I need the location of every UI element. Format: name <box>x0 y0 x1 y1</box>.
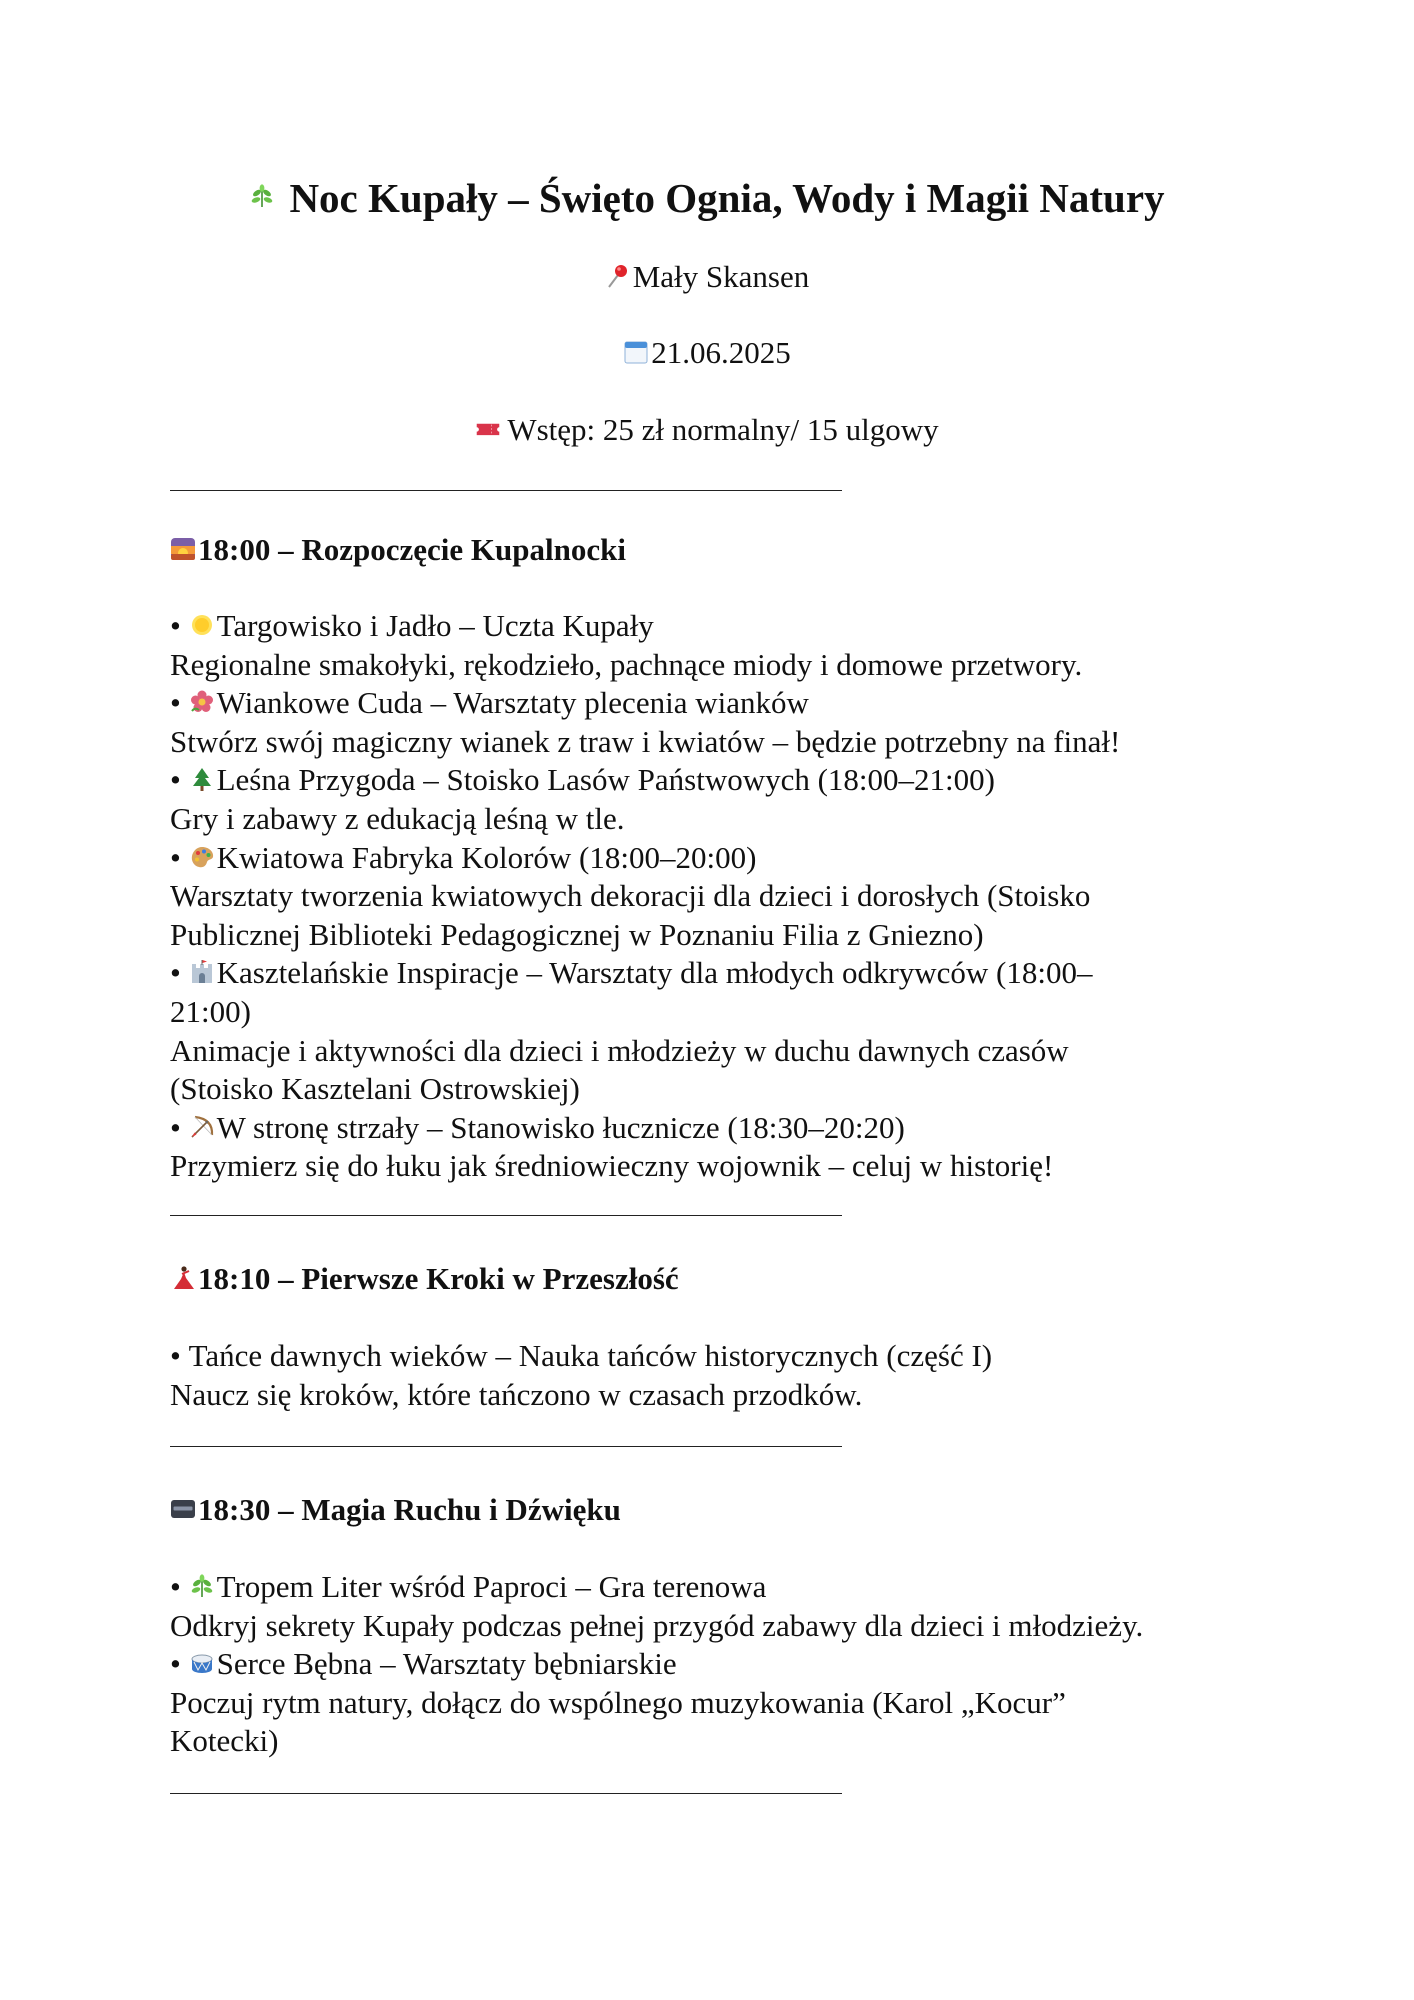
bow-and-arrow-icon <box>189 1114 215 1140</box>
abc-letters-icon <box>170 1496 196 1522</box>
divider <box>170 1215 842 1216</box>
section-1830-items <box>170 1568 1250 1761</box>
page-title <box>0 172 1414 224</box>
item-description: Regionalne smakołyki, rękodzieło, pachnące miody i domowe przetwory. <box>170 646 1083 682</box>
list-item: • Kasztelańskie Inspiracje – Warsztaty dla młodych odkrywców (18:00– <box>170 955 1093 991</box>
list-item: • Tropem Liter wśród Paproci – Gra terenowa <box>170 1569 767 1604</box>
list-item: • Wiankowe Cuda – Warsztaty plecenia wianków <box>170 685 809 721</box>
sunset-icon <box>170 536 196 562</box>
ticket-icon <box>475 416 505 442</box>
date-text: 21.06.2025 <box>651 335 791 370</box>
section-heading-text: 18:30 – Magia Ruchu i Dźwięku <box>198 1492 621 1527</box>
item-description: Warsztaty tworzenia kwiatowych dekoracji dla dzieci i dorosłych (Stoisko <box>170 878 1091 914</box>
tree-icon <box>189 766 215 792</box>
item-description: Kotecki) <box>170 1723 279 1759</box>
round-pushpin-icon <box>605 263 631 289</box>
list-item: • Tańce dawnych wieków – Nauka tańców historycznych (część I) <box>170 1338 993 1373</box>
divider <box>170 1446 842 1447</box>
section-heading-text: 18:10 – Pierwsze Kroki w Przeszłość <box>198 1261 679 1296</box>
calendar-icon <box>623 339 649 365</box>
title-text: Noc Kupały – Święto Ognia, Wody i Magii Natury <box>289 175 1165 221</box>
palette-icon <box>189 844 215 870</box>
item-description: Przymierz się do łuku jak średniowieczny wojownik – celuj w historię! <box>170 1148 1054 1184</box>
section-heading-1800 <box>170 530 626 570</box>
list-item: • Leśna Przygoda – Stoisko Lasów Państwowych (18:00–21:00) <box>170 762 995 798</box>
section-heading-text: 18:00 – Rozpoczęcie Kupalnocki <box>198 532 626 567</box>
drum-icon <box>189 1650 215 1676</box>
castle-icon <box>189 959 215 985</box>
section-1800-items <box>170 607 1250 1186</box>
item-description: Odkryj sekrety Kupały podczas pełnej przygód zabawy dla dzieci i młodzieży. <box>170 1607 1144 1643</box>
list-item: • Kwiatowa Fabryka Kolorów (18:00–20:00) <box>170 839 757 875</box>
section-heading-1830 <box>170 1490 621 1530</box>
list-item: • W stronę strzały – Stanowisko łucznicze (18:30–20:20) <box>170 1109 905 1145</box>
section-heading-1810 <box>170 1259 679 1299</box>
item-description: Poczuj rytm natury, dołącz do wspólnego muzykowania (Karol „Kocur” <box>170 1684 1066 1720</box>
herb-icon <box>189 1573 215 1599</box>
sun-icon <box>189 612 215 638</box>
list-item: • Serce Bębna – Warsztaty bębniarskie <box>170 1646 677 1682</box>
herb-icon <box>249 183 281 215</box>
item-description: Animacje i aktywności dla dzieci i młodzieży w duchu dawnych czasów <box>170 1032 1069 1068</box>
list-item: • Targowisko i Jadło – Uczta Kupały <box>170 608 654 643</box>
event-entry-price <box>0 410 1414 450</box>
flower-icon <box>189 689 215 715</box>
item-description: Gry i zabawy z edukacją leśną w tle. <box>170 800 625 836</box>
event-date <box>0 333 1414 373</box>
location-text: Mały Skansen <box>632 259 810 294</box>
item-description: Publicznej Biblioteki Pedagogicznej w Poznaniu Filia z Gniezno) <box>170 916 984 952</box>
item-description: Stwórz swój magiczny wianek z traw i kwiatów – będzie potrzebny na finał! <box>170 723 1121 759</box>
divider <box>170 1793 842 1794</box>
entry-text: Wstęp: 25 zł normalny/ 15 ulgowy <box>507 412 939 447</box>
item-description: (Stoisko Kasztelani Ostrowskiej) <box>170 1071 580 1107</box>
section-1810-items <box>170 1337 1250 1414</box>
item-title-continuation: 21:00) <box>170 993 251 1029</box>
event-location <box>0 257 1414 297</box>
item-description: Naucz się kroków, które tańczono w czasach przodków. <box>170 1376 863 1412</box>
dancer-icon <box>170 1265 196 1291</box>
divider <box>170 490 842 491</box>
